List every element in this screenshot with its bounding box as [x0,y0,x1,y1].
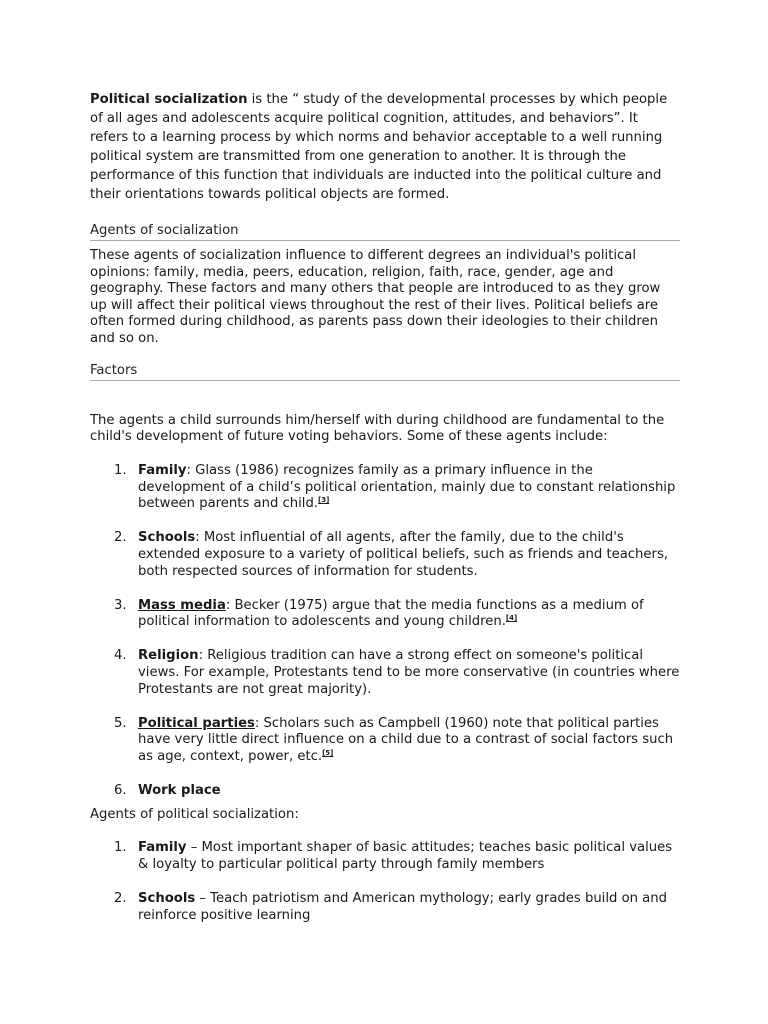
item-term: Work place [138,782,221,798]
factors-list [90,463,680,800]
mass-media-link[interactable]: Mass media [138,597,226,613]
item-text: : Becker (1975) argue that the media functions as a medium of political information to adolescents and young children. [138,597,644,630]
list-item [90,530,680,580]
political-parties-link[interactable]: Political parties [138,715,255,731]
item-text: – Teach patriotism and American mythology; early grades build on and reinforce positive learning [138,890,667,923]
item-text: : Glass (1986) recognizes family as a primary influence in the development of a child’s political orientation, mainly due to constant relationship between parents and child. [138,462,676,512]
item-text: : Scholars such as Campbell (1960) note that political parties have very little direct influence on a child due to a contrast of social factors such as age, context, power, etc. [138,715,674,765]
list-item [90,463,680,513]
list-item [90,783,680,800]
list-number: 5. [114,715,127,731]
document-page [90,90,680,941]
list-item [90,716,680,766]
list-item [90,840,680,874]
reference-link[interactable]: [4] [505,614,518,623]
item-term: Schools [138,530,196,546]
list-item [90,598,680,632]
item-text: – Most important shaper of basic attitudes; teaches basic political values & loyalty to particular political party through family members [138,840,673,873]
list-number: 1. [114,462,127,478]
item-text: : Religious tradition can have a strong effect on someone's political views. For example, Protestants tend to be more conservative (in countries where Protestants are not great majority). [138,648,680,697]
item-term: Family [138,840,187,856]
intro-paragraph [90,90,680,204]
reference-link[interactable]: [5] [322,749,334,758]
political-agents-list [90,840,680,924]
intro-text: is the “ study of the developmental processes by which people of all ages and adolescents acquire political cognition, attitudes, and behaviors”. It refers to a learning process by which norms and behavior acceptable to a well running political system are transmitted from one generation to another. It is through the performance of this function that individuals are inducted into the political culture and their orientations towards political objects are formed. [90,92,668,202]
intro-term: Political socialization [90,92,248,107]
list-number: 2. [114,530,127,546]
factors-heading: Factors [90,362,680,381]
reference-link[interactable]: [3] [318,496,330,505]
item-term: Schools [138,890,196,906]
list-number: 3. [114,597,127,613]
item-text: : Most influential of all agents, after the family, due to the child's extended exposure to a variety of political beliefs, such as friends and teachers, both respected sources of information for students. [138,530,669,579]
agents-heading: Agents of socialization [90,222,680,241]
agents-paragraph: These agents of socialization influence to different degrees an individual's political opinions: family, media, peers, education, religion, faith, race, gender, age and geography. These factors and many others that people are introduced to as they grow up will affect their political views throughout the rest of their lives. Political beliefs are often formed during childhood, as parents pass down their ideologies to their children and so on. [90,248,661,346]
list-item [90,648,680,698]
factors-paragraph: The agents a child surrounds him/herself with during childhood are fundamental to the child's development of future voting behaviors. Some of these agents include: [90,412,665,445]
list-number: 6. [114,782,127,798]
list-item [90,891,680,925]
list-number: 4. [114,648,127,664]
item-term: Family [138,462,187,478]
list-number: 1. [114,840,127,856]
item-term: Religion [138,648,199,664]
list-number: 2. [114,890,127,906]
political-agents-intro: Agents of political socialization: [90,806,299,822]
